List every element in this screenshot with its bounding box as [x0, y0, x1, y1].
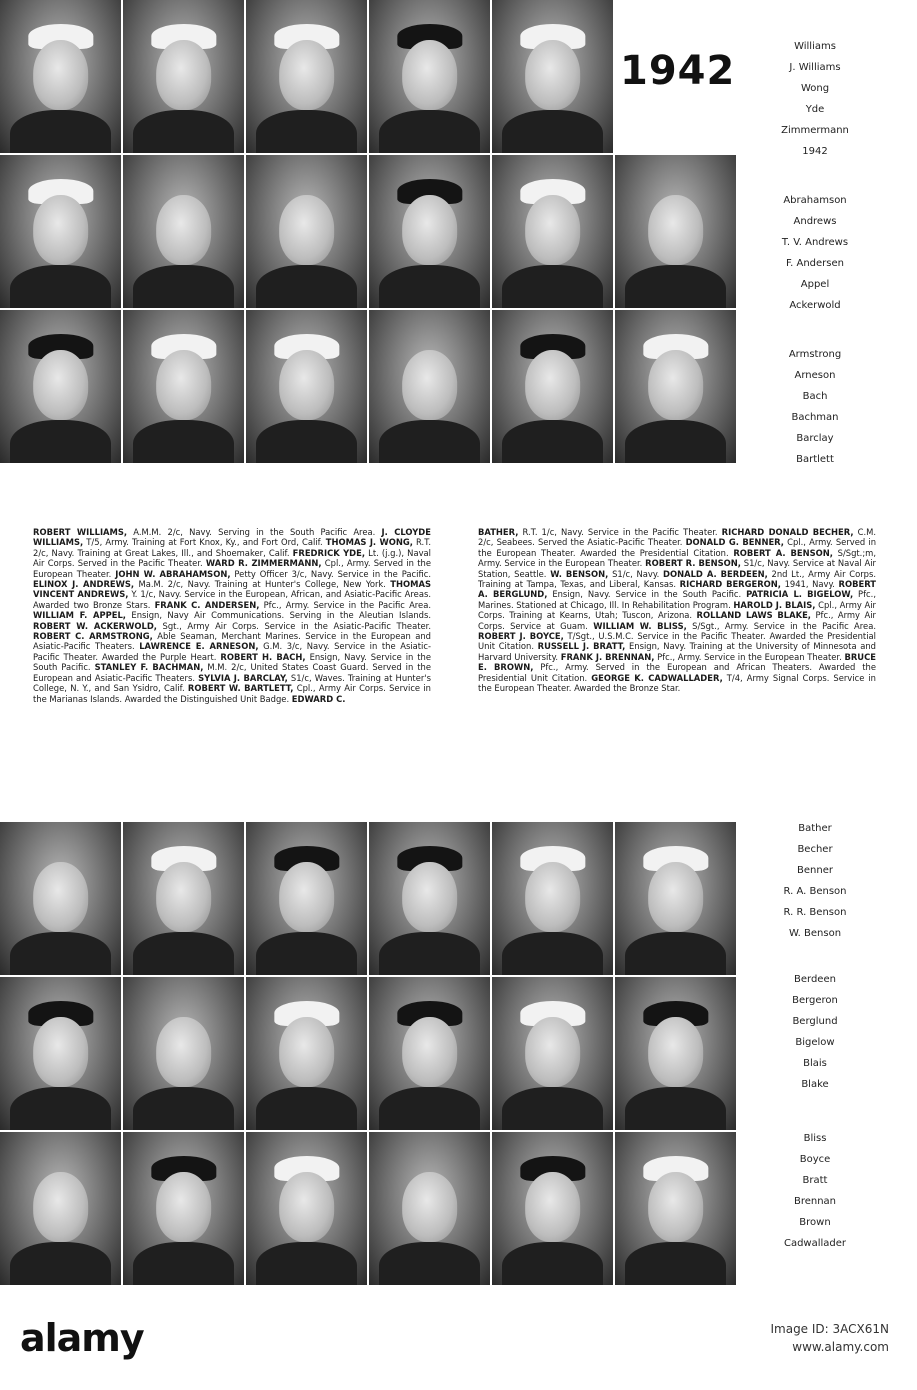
alamy-logo: alamy — [20, 1316, 144, 1360]
bio-text: T/Sgt., U.S.M.C. Service in the Pacific Theater. Awarded the Presidential Unit Citation. — [478, 631, 876, 652]
bio-text: Cpl., Army Air Corps. Training at Kearns, Utah; Tuscon, Arizona. — [478, 599, 876, 621]
bio-text: Cpl., Army Air Corps. Service in the Marianas Islands. Awarded the Distinguished Unit Badge. — [33, 683, 431, 704]
bio-text: Pfc., Army. Served in the European and African Theaters. Awarded the Presidential Unit Citation. — [478, 662, 876, 683]
bio-name: LAWRENCE E. ARNESON, — [139, 641, 259, 652]
bio-name: ROLLAND LAWS BLAKE, — [696, 610, 811, 621]
name-label: Berdeen — [794, 974, 836, 985]
portrait-photo — [123, 822, 244, 975]
bio-name: DONALD A. BERDEEN, — [663, 568, 768, 579]
name-list-b2 — [750, 969, 880, 1095]
name-label: W. Benson — [788, 928, 842, 939]
bio-text: R.T. 1/c, Navy. Service in the Pacific Theater. — [518, 527, 722, 537]
portrait-photo — [0, 310, 121, 463]
name-label: Boyce — [799, 1154, 831, 1165]
bio-name: RICHARD DONALD BECHER, — [721, 527, 854, 537]
bio-text: Lt. (j.g.), Naval Air Corps. Served in the Pacific Theater. — [33, 547, 431, 569]
portrait-photo — [0, 977, 121, 1130]
bio-name: HAROLD J. BLAIS, — [733, 599, 816, 610]
name-label: Yde — [805, 104, 825, 115]
bio-text: Cpl., Army. Served in the European Theater. — [33, 558, 431, 579]
watermark-footer — [0, 1300, 917, 1390]
bio-name: BRUCE E. BROWN, — [478, 651, 876, 673]
bio-name: ROBERT W. BARTLETT, — [187, 683, 294, 694]
bio-text: M.M. 2/c, United States Coast Guard. Served in the European and Asiatic-Pacific Theaters. — [33, 662, 432, 683]
name-label: Bigelow — [795, 1037, 835, 1048]
bio-text: Ensign, Navy Air Communications. Serving in the Aleutian Islands. — [126, 610, 431, 621]
name-label: Bather — [798, 823, 832, 834]
portrait-photo — [246, 1132, 367, 1285]
bio-name: ROBERT A. BENSON, — [733, 547, 833, 558]
bio-text: Cpl., Army. Served in the European Theater. Awarded the Presidential Citation. — [478, 537, 876, 558]
bio-name: FRANK C. ANDERSEN, — [154, 599, 260, 610]
bio-name: THOMAS VINCENT ANDREWS, — [33, 579, 431, 600]
bio-text: Ensign, Navy. Training at the University of Minnesota and Harvard University. — [478, 641, 876, 662]
name-label: Barclay — [796, 433, 834, 444]
bio-name: W. BENSON, — [550, 568, 609, 579]
name-label: Becher — [797, 844, 833, 855]
name-label: Arneson — [794, 370, 836, 381]
portrait-photo — [0, 1132, 121, 1285]
bio-name: THOMAS J. WONG, — [325, 537, 413, 548]
bio-name: EDWARD C. — [291, 693, 346, 704]
name-label: R. R. Benson — [783, 907, 847, 918]
bio-text: G.M. 3/c, Navy. Service in the Asiatic-Pacific Theater. Awarded the Purple Heart. — [33, 641, 432, 662]
portrait-photo — [369, 1132, 490, 1285]
portrait-photo — [246, 0, 367, 153]
name-label: Bach — [802, 391, 828, 402]
name-label: Bartlett — [796, 454, 834, 465]
bio-text: S/Sgt.;m, Army. Service in the European Theater. — [478, 547, 876, 569]
name-label: Berglund — [792, 1016, 838, 1027]
bio-text: T/4, Army Signal Corps. Service in the European Theater. Awarded the Bronze Star. — [478, 672, 876, 694]
portrait-photo — [369, 310, 490, 463]
bio-name: GEORGE K. CADWALLADER, — [591, 672, 723, 683]
name-label: Cadwallader — [783, 1238, 847, 1249]
bio-name: ROBERT J. BOYCE, — [478, 631, 564, 642]
name-list-mid2 — [750, 344, 880, 470]
name-label: Abrahamson — [783, 195, 847, 206]
name-label: F. Andersen — [786, 258, 844, 269]
name-label: Appel — [800, 279, 830, 290]
bio-name: JOHN W. ABRAHAMSON, — [115, 568, 231, 579]
portrait-photo — [615, 822, 736, 975]
portrait-photo — [369, 0, 490, 153]
name-label: Andrews — [793, 216, 837, 227]
name-label: Benner — [797, 865, 833, 876]
bio-text: 2nd Lt., Army Air Corps. Training at Tampa, Texas, and Liberal, Kansas. — [478, 568, 877, 590]
name-label: Bergeron — [792, 995, 838, 1006]
name-label: Bachman — [791, 412, 839, 423]
name-label: Ackerwold — [789, 300, 841, 311]
biography-column-left — [33, 527, 431, 704]
bio-name: RUSSELL J. BRATT, — [537, 641, 626, 652]
portrait-photo — [246, 822, 367, 975]
bio-name: ROBERT W. ACKERWOLD, — [33, 620, 157, 631]
portrait-photo — [615, 977, 736, 1130]
bio-name: ROBERT WILLIAMS, — [33, 527, 128, 537]
bio-name: WILLIAM W. BLISS, — [593, 620, 687, 631]
portrait-photo — [123, 977, 244, 1130]
name-label: Wong — [800, 83, 830, 94]
name-label: Brennan — [793, 1196, 837, 1207]
portrait-photo — [123, 0, 244, 153]
name-label: Blake — [801, 1079, 829, 1090]
portrait-photo — [246, 155, 367, 308]
portrait-photo — [492, 977, 613, 1130]
bio-text: Pfc., Army. Service in the European Theater. — [654, 651, 845, 662]
image-id: Image ID: 3ACX61N — [770, 1322, 889, 1336]
bio-text: T/5, Army. Training at Fort Knox, Ky., and Fort Ord, Calif. — [83, 537, 326, 548]
name-list-b3 — [750, 1128, 880, 1254]
bio-text: Able Seaman, Merchant Marines. Service in the European and Asiatic-Pacific Theaters. — [33, 631, 431, 652]
portrait-photo — [369, 822, 490, 975]
name-label: J. Williams — [789, 62, 841, 73]
portrait-photo — [492, 1132, 613, 1285]
portrait-photo — [492, 822, 613, 975]
bio-text: Pfc., Army Air Corps. Service at Guam. — [478, 610, 876, 631]
bio-name: WARD R. ZIMMERMANN, — [205, 558, 322, 569]
bio-text: A.M.M. 2/c, Navy. Serving in the South Pacific Area. — [127, 527, 382, 537]
name-label: Bratt — [802, 1175, 828, 1186]
portrait-photo — [615, 1132, 736, 1285]
name-label: Blais — [803, 1058, 827, 1069]
portrait-photo — [369, 977, 490, 1130]
bio-name: ROBERT A. BERGLUND, — [478, 579, 876, 600]
portrait-photo — [246, 310, 367, 463]
portrait-photo — [369, 155, 490, 308]
bio-name: FREDRICK YDE, — [292, 547, 366, 558]
bio-text: S1/c, Navy. — [608, 568, 664, 579]
bio-text: Petty Officer 3/c, Navy. Service in the Pacific. — [230, 568, 431, 579]
portrait-photo — [615, 155, 736, 308]
bio-text: Sgt., Army Air Corps. Service in the Asiatic-Pacific Theater. — [156, 620, 431, 631]
name-list-mid — [750, 190, 880, 316]
bio-text: Ma.M. 2/c, Navy. Training at Hunter's College, New York. — [134, 579, 391, 590]
bio-name: STANLEY F. BACHMAN, — [94, 662, 204, 673]
portrait-photo — [615, 310, 736, 463]
name-label: Zimmermann — [781, 125, 849, 136]
portrait-photo — [0, 0, 121, 153]
portrait-photo — [492, 310, 613, 463]
bio-text: S1/c, Waves. Training at Hunter's College, N. Y., and San Ysidro, Calif. — [33, 672, 431, 694]
bio-text: Ensign, Navy. Service in the South Pacific. — [33, 651, 432, 673]
name-label: Brown — [799, 1217, 831, 1228]
bio-text: Pfc., Marines. Stationed at Chicago, Ill. In Rehabilitation Program. — [478, 589, 876, 610]
bio-name: ROBERT R. BENSON, — [645, 558, 741, 569]
bio-text: Pfc., Army. Service in the Pacific Area. — [259, 599, 431, 610]
bio-text: R.T. 2/c, Navy. Training at Great Lakes, Ill., and Shoemaker, Calif. — [33, 537, 431, 558]
footer-meta — [770, 1320, 889, 1356]
bio-name: ELINOX J. ANDREWS, — [33, 579, 135, 590]
bio-name: DONALD G. BENNER, — [685, 537, 784, 548]
portrait-photo — [123, 155, 244, 308]
name-label: Armstrong — [788, 349, 842, 360]
bio-name: ROBERT H. BACH, — [220, 651, 306, 662]
site-url: www.alamy.com — [792, 1340, 889, 1354]
portrait-photo — [492, 0, 613, 153]
name-list-top — [750, 36, 880, 162]
bio-name: RICHARD BERGERON, — [679, 579, 781, 590]
name-label: 1942 — [802, 146, 828, 157]
portrait-photo — [123, 310, 244, 463]
portrait-photo — [123, 1132, 244, 1285]
bio-name: PATRICIA L. BIGELOW, — [746, 589, 854, 600]
bio-text: S/Sgt., Army. Service in the Pacific Area. — [686, 620, 876, 631]
bio-text: C.M. 2/c, Seabees. Served the Asiatic-Pacific Theater. — [478, 527, 876, 548]
name-label: Williams — [794, 41, 836, 52]
name-label: T. V. Andrews — [781, 237, 849, 248]
bio-text: S1/c, Navy. Service at Naval Air Station, Seattle. — [478, 558, 876, 579]
bio-name: J. CLOYDE WILLIAMS, — [33, 527, 431, 548]
year-heading: 1942 — [620, 48, 736, 94]
name-list-b1 — [750, 818, 880, 944]
portrait-photo — [0, 155, 121, 308]
bio-text: Ensign, Navy. Service in the South Pacific. — [547, 589, 747, 600]
biography-column-right — [478, 527, 876, 694]
name-label: R. A. Benson — [783, 886, 847, 897]
portrait-photo — [492, 155, 613, 308]
bio-name: FRANK J. BRENNAN, — [560, 651, 655, 662]
portrait-grid-bottom — [0, 822, 736, 1285]
portrait-photo — [246, 977, 367, 1130]
portrait-photo — [0, 822, 121, 975]
bio-text: 1941, Navy. — [780, 579, 839, 590]
bio-text: Y. 1/c, Navy. Service in the European, African, and Asiatic-Pacific Areas. Awarded two Bronze Stars. — [33, 589, 431, 610]
bio-name: WILLIAM F. APPEL, — [33, 610, 126, 621]
bio-name: SYLVIA J. BARCLAY, — [198, 672, 288, 683]
bio-name: BATHER, — [478, 527, 519, 537]
bio-name: ROBERT C. ARMSTRONG, — [33, 631, 153, 642]
name-label: Bliss — [803, 1133, 827, 1144]
